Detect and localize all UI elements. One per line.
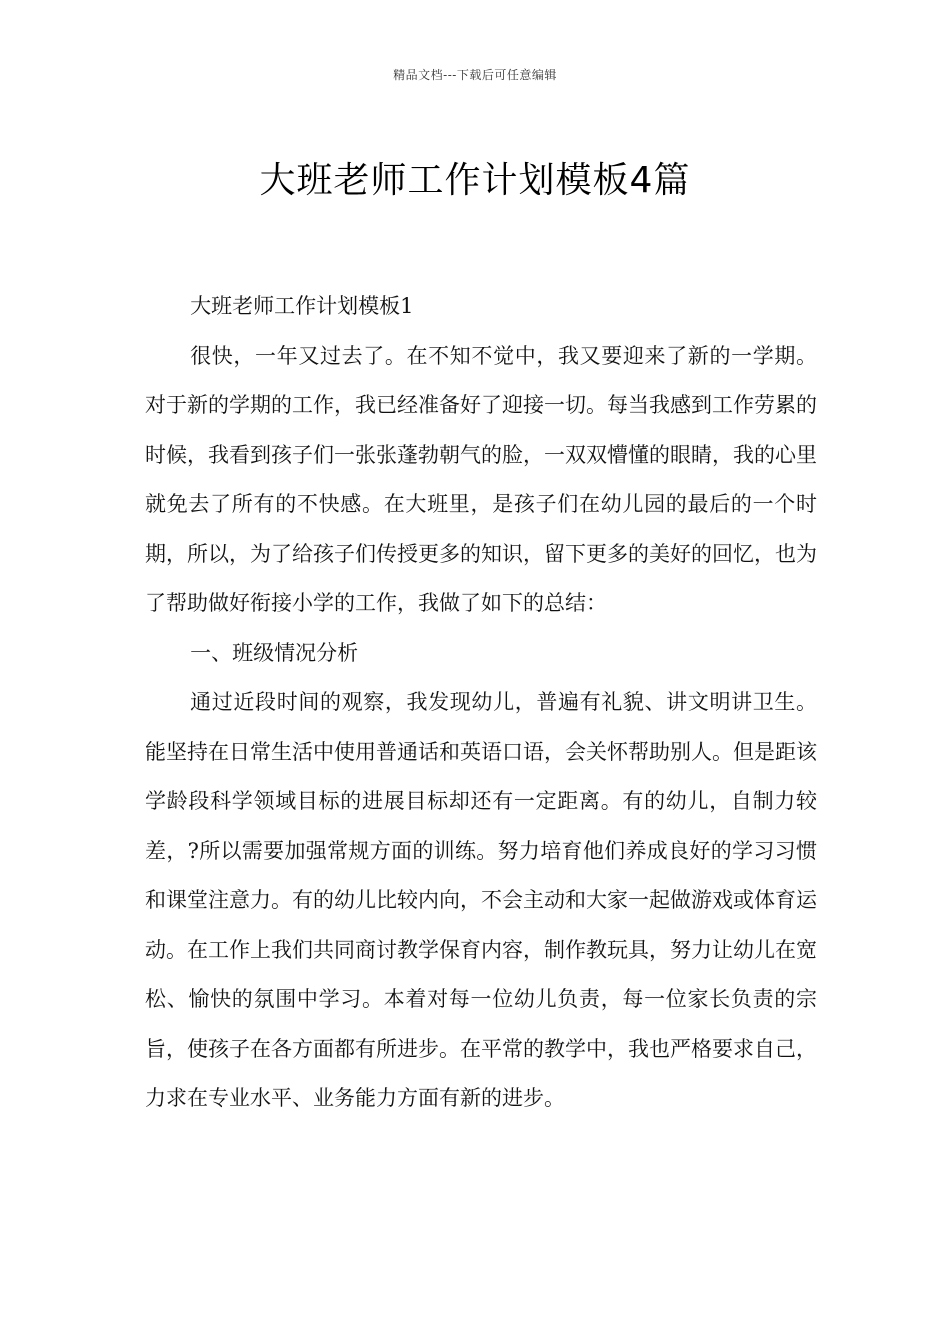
header-note: 精品文档---下载后可任意编辑 bbox=[393, 68, 557, 82]
analysis-paragraph: 通过近段时间的观察，我发现幼儿，普遍有礼貌、讲文明讲卫生。能坚持在日常生活中使用普通话和英语口语，会关怀帮助别人。但是距该学龄段科学领域目标的进展目标却还有一定距离。有的幼儿，自制力较差，?所以需要加强常规方面的训练。努力培育他们养成良好的学习习惯和课堂注意力。有的幼儿比较内向，不会主动和大家一起做游戏或体育运动。在工作上我们共同商讨教学保育内容，制作教玩具，努力让幼儿在宽松、愉快的氛围中学习。本着对每一位幼儿负责，每一位家长负责的宗旨，使孩子在各方面都有所进步。在平常的教学中，我也严格要求自己，力求在专业水平、业务能力方面有新的进步。 bbox=[145, 690, 817, 1110]
section-title: 大班老师工作计划模板1 bbox=[190, 294, 414, 318]
intro-paragraph: 很快，一年又过去了。在不知不觉中，我又要迎来了新的一学期。对于新的学期的工作，我已经准备好了迎接一切。每当我感到工作劳累的时候，我看到孩子们一张张蓬勃朝气的脸，一双双懵懂的眼睛，我的心里就免去了所有的不快感。在大班里，是孩子们在幼儿园的最后的一个时期，所以，为了给孩子们传授更多的知识，留下更多的美好的回忆，也为了帮助做好衔接小学的工作，我做了如下的总结： bbox=[145, 343, 817, 615]
document-title: 大班老师工作计划模板4篇 bbox=[259, 160, 691, 202]
document-body bbox=[145, 282, 817, 1124]
subsection-heading: 一、班级情况分析 bbox=[190, 640, 359, 665]
